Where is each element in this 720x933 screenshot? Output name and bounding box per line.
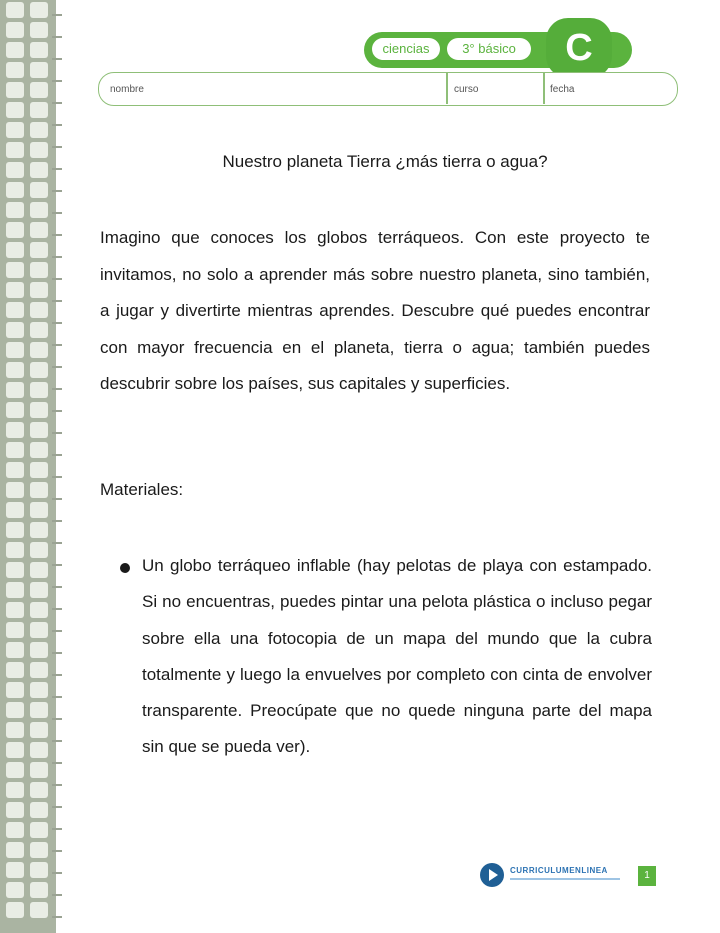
strip-hole xyxy=(30,42,48,58)
strip-hole xyxy=(30,862,48,878)
strip-hole xyxy=(30,742,48,758)
page-number: 1 xyxy=(638,866,656,886)
strip-hole xyxy=(6,422,24,438)
strip-hole xyxy=(30,622,48,638)
strip-hole xyxy=(6,522,24,538)
bullet-icon xyxy=(120,563,130,573)
strip-hole xyxy=(30,182,48,198)
student-info-box xyxy=(98,72,678,106)
strip-tick xyxy=(52,806,62,808)
divider xyxy=(446,73,448,104)
strip-hole xyxy=(6,162,24,178)
strip-hole xyxy=(6,502,24,518)
strip-tick xyxy=(52,410,62,412)
strip-hole xyxy=(30,842,48,858)
strip-hole xyxy=(30,642,48,658)
logo-arrow-icon xyxy=(489,869,498,881)
divider xyxy=(543,73,545,104)
strip-hole xyxy=(30,282,48,298)
strip-hole xyxy=(30,602,48,618)
strip-hole xyxy=(6,682,24,698)
strip-hole xyxy=(30,262,48,278)
strip-hole xyxy=(6,22,24,38)
strip-tick xyxy=(52,432,62,434)
strip-tick xyxy=(52,542,62,544)
materials-heading: Materiales: xyxy=(100,480,184,499)
strip-hole xyxy=(6,822,24,838)
strip-tick xyxy=(52,36,62,38)
strip-hole xyxy=(6,122,24,138)
strip-hole xyxy=(6,462,24,478)
strip-tick xyxy=(52,168,62,170)
strip-hole xyxy=(30,342,48,358)
strip-hole xyxy=(6,722,24,738)
strip-hole xyxy=(30,82,48,98)
strip-hole xyxy=(30,202,48,218)
strip-hole xyxy=(30,482,48,498)
footer-logo-underline xyxy=(510,878,620,880)
strip-hole xyxy=(6,762,24,778)
strip-hole xyxy=(6,442,24,458)
strip-tick xyxy=(52,322,62,324)
strip-hole xyxy=(6,82,24,98)
strip-tick xyxy=(52,564,62,566)
strip-hole xyxy=(6,802,24,818)
strip-hole xyxy=(6,782,24,798)
strip-hole xyxy=(30,302,48,318)
strip-tick xyxy=(52,520,62,522)
perforated-side-strip xyxy=(0,0,56,933)
strip-hole xyxy=(30,222,48,238)
subject-tag: ciencias xyxy=(372,38,440,60)
strip-tick xyxy=(52,454,62,456)
strip-hole xyxy=(30,242,48,258)
strip-tick xyxy=(52,476,62,478)
strip-tick xyxy=(52,146,62,148)
strip-tick xyxy=(52,124,62,126)
strip-tick xyxy=(52,784,62,786)
strip-hole xyxy=(30,22,48,38)
strip-hole xyxy=(6,622,24,638)
strip-hole xyxy=(6,742,24,758)
strip-tick xyxy=(52,850,62,852)
strip-hole xyxy=(6,662,24,678)
strip-hole xyxy=(6,902,24,918)
strip-hole xyxy=(30,522,48,538)
strip-hole xyxy=(30,582,48,598)
strip-tick xyxy=(52,102,62,104)
strip-hole xyxy=(30,102,48,118)
strip-hole xyxy=(6,842,24,858)
strip-tick xyxy=(52,498,62,500)
strip-hole xyxy=(6,582,24,598)
strip-hole xyxy=(30,782,48,798)
strip-tick xyxy=(52,652,62,654)
strip-tick xyxy=(52,212,62,214)
strip-hole xyxy=(30,462,48,478)
strip-hole xyxy=(30,2,48,18)
strip-tick xyxy=(52,916,62,918)
strip-hole xyxy=(30,822,48,838)
strip-hole xyxy=(30,442,48,458)
course-field-label: curso xyxy=(454,84,479,95)
strip-hole xyxy=(6,2,24,18)
strip-hole xyxy=(30,542,48,558)
strip-hole xyxy=(30,162,48,178)
name-field-label: nombre xyxy=(110,84,144,95)
strip-hole xyxy=(30,882,48,898)
intro-paragraph: Imagino que conoces los globos terráqueos. Con este proyecto te invitamos, no solo a aprender más sobre nuestro planeta, sino también, a jugar y divertirte mientras aprendes. Descubre qué puedes encontrar con mayor frecuencia en el planeta, tierra o agua; también puedes descubrir sobre los países, sus capitales y superficies. xyxy=(100,228,650,393)
strip-hole xyxy=(30,702,48,718)
strip-tick xyxy=(52,388,62,390)
strip-tick xyxy=(52,828,62,830)
strip-hole xyxy=(6,862,24,878)
strip-hole xyxy=(30,142,48,158)
strip-hole xyxy=(6,702,24,718)
strip-hole xyxy=(6,242,24,258)
strip-hole xyxy=(30,122,48,138)
strip-hole xyxy=(6,482,24,498)
strip-hole xyxy=(30,682,48,698)
strip-tick xyxy=(52,740,62,742)
strip-hole xyxy=(6,882,24,898)
strip-ticks xyxy=(52,0,64,933)
strip-hole xyxy=(6,362,24,378)
strip-hole xyxy=(6,322,24,338)
strip-hole xyxy=(6,222,24,238)
strip-tick xyxy=(52,762,62,764)
strip-hole xyxy=(6,42,24,58)
strip-tick xyxy=(52,630,62,632)
subject-badge: C xyxy=(546,18,612,78)
strip-hole xyxy=(6,562,24,578)
strip-tick xyxy=(52,278,62,280)
strip-tick xyxy=(52,872,62,874)
strip-tick xyxy=(52,696,62,698)
strip-hole xyxy=(30,902,48,918)
strip-hole xyxy=(6,302,24,318)
strip-column-right xyxy=(30,2,48,922)
strip-hole xyxy=(6,642,24,658)
strip-hole xyxy=(30,502,48,518)
strip-hole xyxy=(6,182,24,198)
strip-hole xyxy=(6,102,24,118)
strip-tick xyxy=(52,586,62,588)
strip-tick xyxy=(52,344,62,346)
strip-hole xyxy=(30,762,48,778)
strip-hole xyxy=(6,342,24,358)
strip-hole xyxy=(6,62,24,78)
strip-hole xyxy=(30,382,48,398)
strip-tick xyxy=(52,674,62,676)
footer-logo-text: CURRICULUMENLINEA xyxy=(510,866,608,875)
strip-hole xyxy=(6,262,24,278)
strip-tick xyxy=(52,234,62,236)
strip-hole xyxy=(30,322,48,338)
strip-hole xyxy=(30,662,48,678)
strip-hole xyxy=(30,722,48,738)
strip-tick xyxy=(52,894,62,896)
materials-list-item: Un globo terráqueo inflable (hay pelotas de playa con estampado. Si no encuentras, puedes pintar una pelota plástica o incluso pegar sobre ella una fotocopia de un mapa del mundo que la cubra totalmente y luego la envuelves por completo con cinta de envolver transparente. Preocúpate que no quede ninguna parte del mapa sin que se pueda ver). xyxy=(142,556,652,757)
strip-hole xyxy=(30,802,48,818)
strip-hole xyxy=(30,362,48,378)
strip-hole xyxy=(6,202,24,218)
strip-hole xyxy=(30,402,48,418)
strip-tick xyxy=(52,14,62,16)
strip-tick xyxy=(52,718,62,720)
strip-hole xyxy=(6,542,24,558)
strip-tick xyxy=(52,58,62,60)
strip-hole xyxy=(30,62,48,78)
strip-hole xyxy=(30,562,48,578)
strip-hole xyxy=(6,602,24,618)
strip-tick xyxy=(52,80,62,82)
grade-tag: 3° básico xyxy=(447,38,531,60)
strip-hole xyxy=(6,142,24,158)
date-field-label: fecha xyxy=(550,84,575,95)
strip-tick xyxy=(52,300,62,302)
strip-tick xyxy=(52,366,62,368)
strip-tick xyxy=(52,190,62,192)
strip-tick xyxy=(52,256,62,258)
strip-hole xyxy=(6,282,24,298)
strip-hole xyxy=(30,422,48,438)
strip-tick xyxy=(52,608,62,610)
strip-column-left xyxy=(6,2,24,922)
strip-hole xyxy=(6,402,24,418)
page-title: Nuestro planeta Tierra ¿más tierra o agua? xyxy=(222,152,548,171)
strip-hole xyxy=(6,382,24,398)
